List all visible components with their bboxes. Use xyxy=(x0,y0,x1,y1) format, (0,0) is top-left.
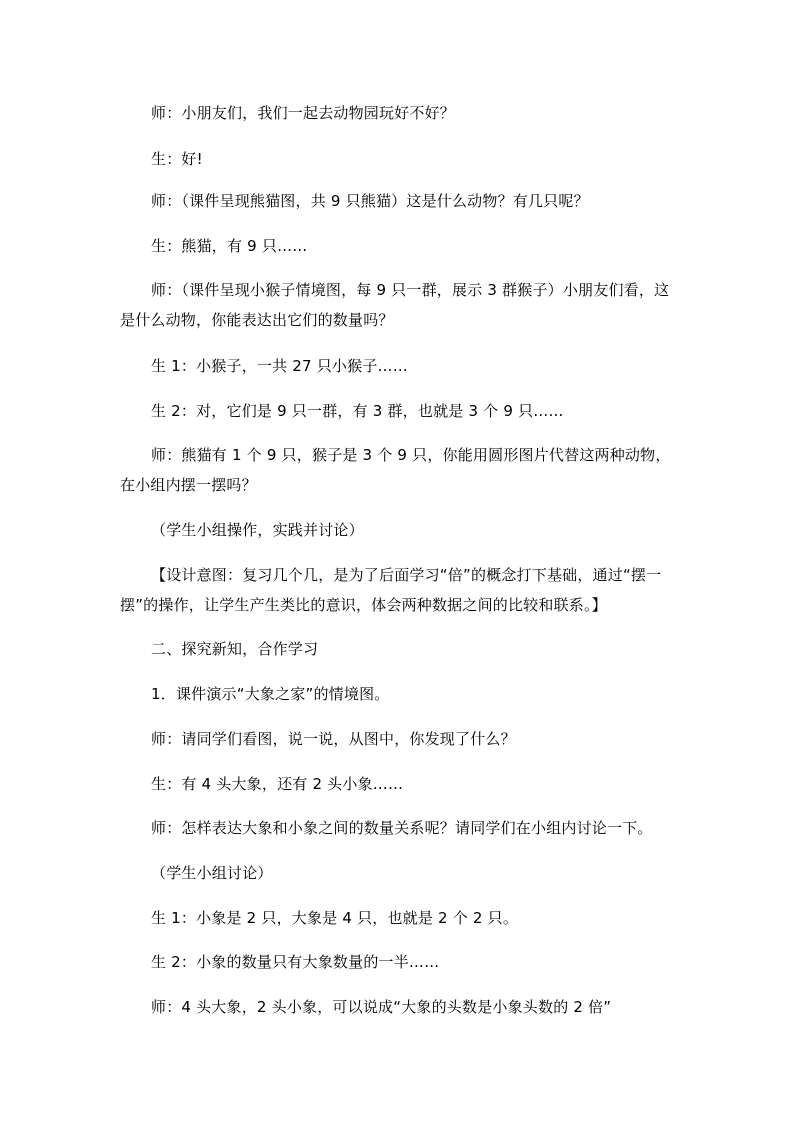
section-heading: 二、探究新知，合作学习 xyxy=(151,640,319,658)
paragraph-19: 师：4 头大象，2 头小象，可以说成“大象的头数是小象头数的 2 倍” xyxy=(151,998,612,1016)
paragraph-3: 师：（课件呈现熊猫图，共 9 只熊猫）这是什么动物？有几只呢？ xyxy=(151,192,589,210)
paragraph-13: 师：请同学们看图，说一说，从图中，你发现了什么？ xyxy=(151,730,516,748)
paragraph-9: （学生小组操作，实践并讨论） xyxy=(151,521,364,539)
paragraph-17: 生 1：小象是 2 只，大象是 4 只，也就是 2 个 2 只。 xyxy=(151,909,519,927)
paragraph-1: 师：小朋友们，我们一起去动物园玩好不好？ xyxy=(151,104,456,122)
paragraph-4: 生：熊猫，有 9 只…… xyxy=(151,237,308,255)
paragraph-12: 1．课件演示“大象之家”的情境图。 xyxy=(151,685,390,703)
paragraph-6: 生 1：小猴子，一共 27 只小猴子…… xyxy=(151,357,408,375)
paragraph-7: 生 2：对，它们是 9 只一群，有 3 群，也就是 3 个 9 只…… xyxy=(151,402,564,420)
paragraph-14: 生：有 4 头大象，还有 2 头小象…… xyxy=(151,775,404,793)
paragraph-18: 生 2：小象的数量只有大象数量的一半…… xyxy=(151,953,440,971)
paragraph-2: 生：好! xyxy=(151,150,203,168)
paragraph-5: 师：（课件呈现小猴子情境图，每 9 只一群，展示 3 群猴子）小朋友们看，这是什么动物，你能表达出它们的数量吗？ xyxy=(120,281,670,329)
paragraph-16: （学生小组讨论） xyxy=(151,864,273,882)
paragraph-10: 【设计意图：复习几个几，是为了后面学习“倍”的概念打下基础，通过“摆一摆”的操作，让学生产生类比的意识，体会两种数据之间的比较和联系。】 xyxy=(120,566,662,614)
paragraph-8: 师：熊猫有 1 个 9 只，猴子是 3 个 9 只，你能用圆形图片代替这两种动物，在小组内摆一摆吗？ xyxy=(120,446,671,494)
paragraph-15: 师：怎样表达大象和小象之间的数量关系呢？请同学们在小组内讨论一下。 xyxy=(151,819,653,837)
